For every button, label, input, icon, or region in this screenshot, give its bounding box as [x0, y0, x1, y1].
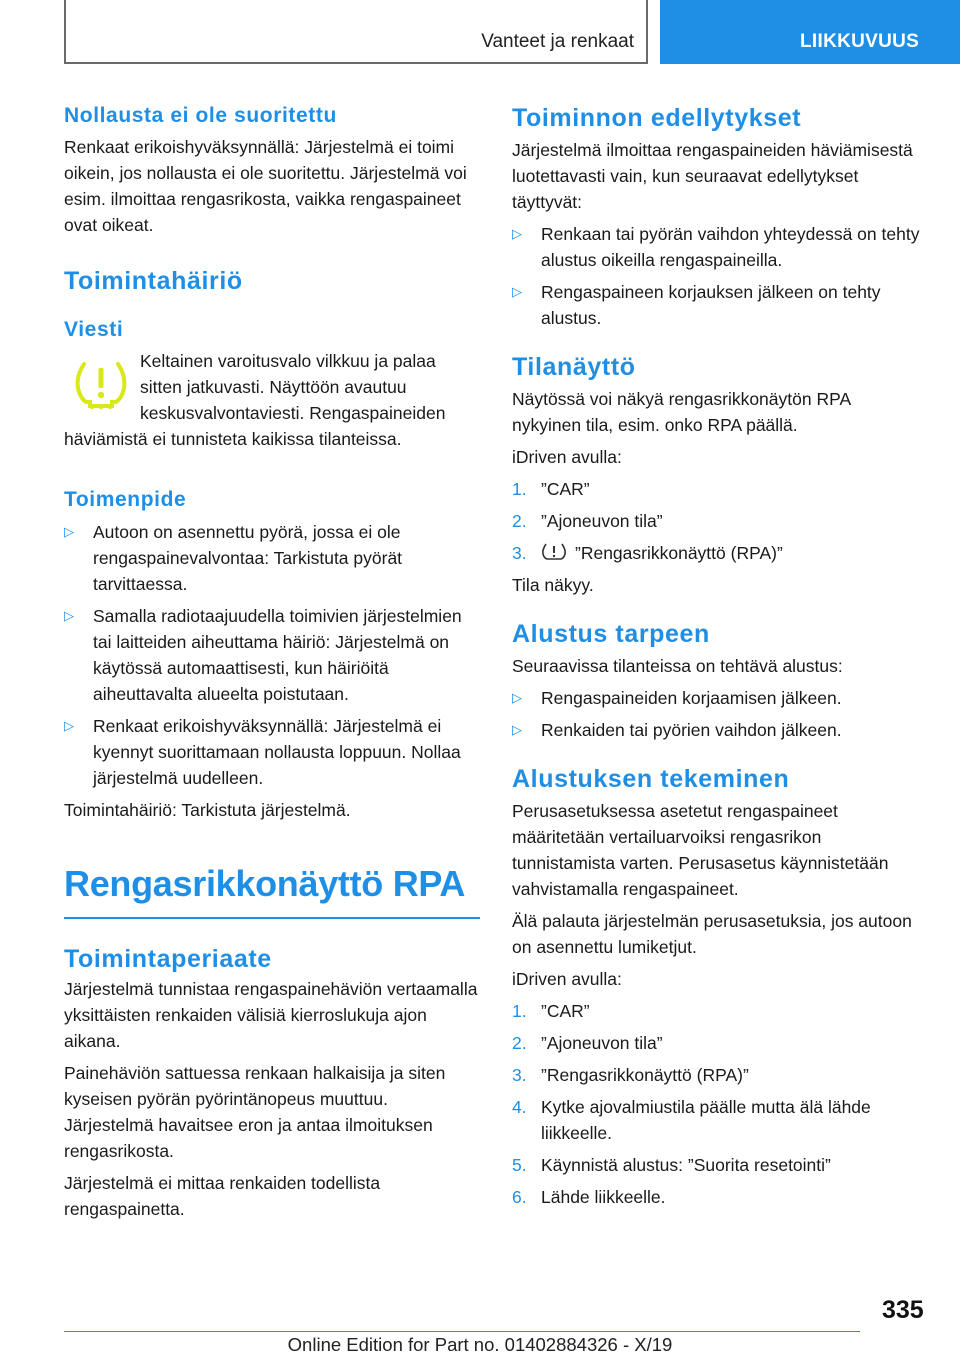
list-item: 6. Lähde liikkeelle.: [512, 1187, 666, 1207]
left-column: [64, 100, 480, 1222]
paragraph-toimintaperiaate-3: Järjestelmä ei mittaa renkaiden todellista rengaspainetta.: [64, 1173, 381, 1219]
triangle-bullet-icon: ▷: [512, 226, 522, 241]
paragraph-viesti: Keltainen varoitusvalo vilkkuu ja palaa sitten jatkuvasti. Näyttöön avautuu keskusvalvontaviesti. Rengaspaineiden häviämistä ei tunnisteta kaikissa tilanteissa.: [64, 351, 446, 449]
paragraph-nollausta: Renkaat erikoishyväksynnällä: Järjestelmä ei toimi oikein, jos nollausta ei ole suoritettu. Järjestelmä voi esim. ilmoittaa rengasrikosta, vaikka rengaspaineet ovat oikeat.: [64, 137, 467, 235]
list-item: 1. ”CAR”: [512, 479, 590, 499]
header-chapter-title: LIIKKUVUUS: [800, 31, 920, 52]
header-section-title: Vanteet ja renkaat: [481, 31, 634, 52]
paragraph-toimintaperiaate-2: Painehäviön sattuessa renkaan halkaisija ja siten kyseisen pyörän pyörintänopeus muuttuu. Järjestelmä havaitsee eron ja antaa ilmoituksen rengasrikosta.: [64, 1063, 446, 1161]
heading-edellytykset: Toiminnon edellytykset: [512, 104, 802, 132]
tpms-warning-icon: [541, 542, 567, 562]
list-item: 2. ”Ajoneuvon tila”: [512, 1033, 663, 1053]
list-item: 4. Kytke ajovalmiustila päälle mutta älä lähde liikkeelle.: [512, 1097, 871, 1143]
triangle-bullet-icon: ▷: [512, 690, 522, 705]
list-item: ▷ Samalla radiotaajuudella toimivien järjestelmien tai laitteiden aiheuttama häiriö: Järjestelmä on käytössä automaattisesti, kun häiriöitä aiheuttavalta alueelta poistutaan.: [64, 603, 480, 707]
heading-toimintaperiaate: Toimintaperiaate: [64, 945, 272, 973]
right-column: [512, 100, 924, 1210]
list-item: ▷ Rengaspaineiden korjaamisen jälkeen.: [512, 685, 924, 711]
tpms-warning-icon: [74, 360, 128, 410]
heading-alustus: Alustus tarpeen: [512, 620, 710, 648]
list-item: ▷ Renkaat erikoishyväksynnällä: Järjestelmä ei kyennyt suorittamaan nollausta loppuun. Nollaa järjestelmä uudelleen.: [64, 713, 480, 791]
list-item: 1. ”CAR”: [512, 1001, 590, 1021]
heading-toimintahairio: Toimintahäiriö: [64, 267, 243, 295]
toimenpide-list: [64, 519, 480, 791]
list-item: ▷ Renkaan tai pyörän vaihdon yhteydessä on tehty alustus oikeilla rengaspaineilla.: [512, 221, 924, 273]
header-section-box: [64, 0, 648, 64]
paragraph-tilanaytto: Näytössä voi näkyä rengasrikkonäytön RPA nykyinen tila, esim. onko RPA päällä.: [512, 389, 851, 435]
message-block: [64, 348, 480, 452]
list-item: 3. ”Rengasrikkonäyttö (RPA)”: [512, 1065, 749, 1085]
paragraph-tekeminen-1: Perusasetuksessa asetetut rengaspaineet määritetään vertailuarvoiksi rengasrikon tunnistamista varten. Perusasetus käynnistetään vahvistamalla rengaspaineet.: [512, 801, 889, 899]
heading-toimenpide: Toimenpide: [64, 488, 187, 511]
list-item: 2. ”Ajoneuvon tila”: [512, 511, 663, 531]
paragraph-idrive-1: iDriven avulla:: [512, 447, 622, 467]
list-item: ▷ Rengaspaineen korjauksen jälkeen on tehty alustus.: [512, 279, 924, 331]
footer-edition: Online Edition for Part no. 01402884326 - X/19: [287, 1334, 673, 1355]
list-item: 3. ”Rengasrikkonäyttö (RPA)”: [512, 543, 783, 563]
page-number: 335: [882, 1296, 924, 1324]
idrive-steps-2: [512, 998, 924, 1210]
footer-rule: [64, 1331, 860, 1332]
header-chapter-tab: [660, 0, 960, 64]
triangle-bullet-icon: ▷: [512, 284, 522, 299]
paragraph-alustus: Seuraavissa tilanteissa on tehtävä alustus:: [512, 656, 843, 676]
heading-tekeminen: Alustuksen tekeminen: [512, 765, 790, 793]
list-item: 5. Käynnistä alustus: ”Suorita resetointi”: [512, 1155, 831, 1175]
triangle-bullet-icon: ▷: [512, 722, 522, 737]
paragraph-toimintaperiaate-1: Järjestelmä tunnistaa rengaspainehäviön vertaamalla yksittäisten renkaiden välisiä kierroslukuja ajon aikana.: [64, 979, 478, 1051]
heading-nollausta: Nollausta ei ole suoritettu: [64, 104, 337, 127]
triangle-bullet-icon: ▷: [64, 524, 74, 539]
paragraph-edellytykset: Järjestelmä ilmoittaa rengaspaineiden häviämisestä luotettavasti vain, kun seuraavat edellytykset täyttyvät:: [512, 140, 913, 212]
idrive-steps-1: [512, 476, 924, 566]
alustus-list: [512, 685, 924, 743]
paragraph-tila: Tila näkyy.: [512, 575, 594, 595]
paragraph-idrive-2: iDriven avulla:: [512, 969, 622, 989]
paragraph-toimintahairio: Toimintahäiriö: Tarkistuta järjestelmä.: [64, 800, 351, 820]
edellytykset-list: [512, 221, 924, 331]
list-item: ▷ Renkaiden tai pyörien vaihdon jälkeen.: [512, 717, 924, 743]
list-item: ▷ Autoon on asennettu pyörä, jossa ei ole rengaspainevalvontaa: Tarkistuta pyörät tarvittaessa.: [64, 519, 480, 597]
heading-rpa: Rengasrikkonäyttö RPA: [64, 863, 466, 904]
heading-rule: [64, 917, 480, 919]
heading-tilanaytto: Tilanäyttö: [512, 353, 636, 381]
triangle-bullet-icon: ▷: [64, 608, 74, 623]
paragraph-tekeminen-2: Älä palauta järjestelmän perusasetuksia, jos autoon on asennettu lumiketjut.: [512, 911, 912, 957]
heading-viesti: Viesti: [64, 318, 124, 341]
triangle-bullet-icon: ▷: [64, 718, 74, 733]
